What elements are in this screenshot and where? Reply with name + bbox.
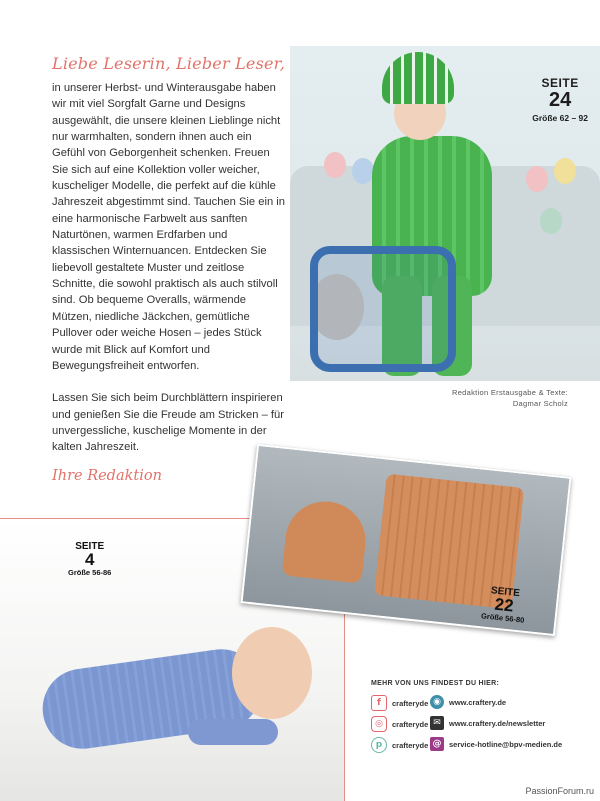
credit-line: Dagmar Scholz xyxy=(512,399,568,408)
page-number: 24 xyxy=(548,89,572,111)
watermark: PassionForum.ru xyxy=(525,786,594,796)
page-word: SEITE xyxy=(490,585,521,600)
photo-credit xyxy=(398,387,568,409)
intro-text xyxy=(52,80,287,456)
newsletter-icon: ✉ xyxy=(430,716,444,730)
green-knit-hat xyxy=(382,52,454,104)
page-reference-24 xyxy=(532,76,588,123)
credit-line: Redaktion Erstausgabe & Texte: xyxy=(451,388,568,397)
page-word: SEITE xyxy=(541,76,579,90)
intro-paragraph: in unserer Herbst- und Winterausgabe haben wir mit viel Sorgfalt Garne und Designs ausgewählt, die unsere kleinen Lieblinge nicht nur warmhalten, sondern ihnen auch ein Gefühl von Geborgenheit schenken. Freuen Sie sich auf eine Kollektion voller weicher, kuscheliger Modelle, die perfekt auf die kühle Jahreszeit abgestimmt sind. Tauchen Sie ein in eine harmonische Farbwelt aus sanften Naturtönen, warmen Erdfarben und klassischen Winternuancen. Entdecken Sie liebevoll gestaltete Muster und zeitlose Schnitte, die sowohl praktisch als auch stilvoll sind. Ob bequeme Overalls, wärmende Mützen, niedliche Jäckchen, gemütliche Pullover oder weiche Hosen – jedes Stück wurde mit Blick auf Komfort und Bewegungsfreiheit entworfen. xyxy=(52,82,285,372)
facebook-icon: f xyxy=(371,695,387,711)
social-link-newsletter[interactable] xyxy=(430,716,545,730)
page-number: 22 xyxy=(493,594,515,616)
social-link-pinterest[interactable] xyxy=(371,737,428,753)
social-label: www.craftery.de xyxy=(449,697,507,707)
size-range: Größe 56-80 xyxy=(480,611,525,625)
social-label: crafteryde xyxy=(392,740,429,750)
social-label: www.craftery.de/newsletter xyxy=(449,718,546,728)
website-icon: ◉ xyxy=(430,695,444,709)
instagram-icon: ◎ xyxy=(371,716,387,732)
page-reference-4 xyxy=(68,541,111,577)
photo-orange-jacket xyxy=(241,444,572,636)
toy-walker xyxy=(310,246,456,372)
photo-green-overall xyxy=(290,46,600,381)
page-number: 4 xyxy=(84,550,95,569)
social-label: crafteryde xyxy=(392,719,429,729)
social-label: service-hotline@bpv-medien.de xyxy=(449,739,563,749)
baby-head xyxy=(232,627,312,719)
social-link-email[interactable] xyxy=(430,737,562,751)
owl-pillow-decor xyxy=(352,158,374,184)
social-heading: MEHR VON UNS FINDEST DU HIER: xyxy=(371,680,500,687)
owl-pillow-decor xyxy=(554,158,576,184)
owl-pillow-decor xyxy=(540,208,562,234)
social-label: crafteryde xyxy=(392,698,429,708)
pinterest-icon: p xyxy=(371,737,387,753)
signature: Ihre Redaktion xyxy=(52,468,162,484)
social-link-website[interactable] xyxy=(430,695,506,709)
intro-paragraph: Lassen Sie sich beim Durchblättern inspirieren und genießen Sie die Freude am Stricken – für unvergessliche, kuschelige Momente in der kalten Jahreszeit. xyxy=(52,392,284,454)
page-reference-22 xyxy=(481,584,528,624)
owl-pillow-decor xyxy=(324,152,346,178)
blue-overall-arm xyxy=(188,719,278,745)
social-link-facebook[interactable] xyxy=(371,695,428,711)
owl-pillow-decor xyxy=(526,166,548,192)
page-word: SEITE xyxy=(75,541,105,552)
greeting-heading: Liebe Leserin, Lieber Leser, xyxy=(52,54,286,73)
social-link-instagram[interactable] xyxy=(371,716,428,732)
size-range: Größe 56-86 xyxy=(68,568,112,577)
size-range: Größe 62 – 92 xyxy=(532,113,588,123)
email-at-icon: @ xyxy=(430,737,444,751)
